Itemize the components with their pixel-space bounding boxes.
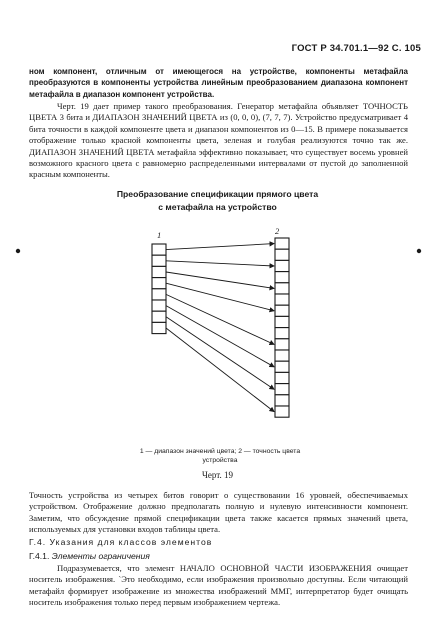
paragraph-3: Точность устройства из четырех битов говорит о существовании 16 уровней, обеспечиваемых устройством. Отображение должно предполагать полную и нулевую интенсивности компонент. Заметим, что обсуждение прямой спецификации цвета также касается прямых значений цвета, используемых для установки входов таблицы цвета. xyxy=(29,490,408,535)
device-level-cell xyxy=(275,406,289,417)
metafile-level-cell xyxy=(152,311,166,322)
paragraph-4: Подразумевается, что элемент НАЧАЛО ОСНОВНОЙ ЧАСТИ ИЗОБРАЖЕНИЯ очищает носитель изображения. `Это необходимо, если изображения произвольно доступны. Если читающий метафайл формирует изображение из множества изображений ММГ, интерпретатор будет очищать носитель изображения только перед первым изображением чертежа. xyxy=(29,563,408,608)
device-level-cell xyxy=(275,316,289,327)
mapping-arrow xyxy=(166,261,274,266)
device-level-cell xyxy=(275,395,289,406)
device-level-cell xyxy=(275,294,289,305)
paragraph-2: Черт. 19 дает пример такого преобразования. Генератор метафайла объявляет ТОЧНОСТЬ ЦВЕТА 3 бита и ДИАПАЗОН ЗНАЧЕНИЙ ЦВЕТА из (0, 0, 0), (7, 7, 7). Устройство предусматривает 4 бита точности в каждой компоненте цвета и диапазон компонентов из 0—15. В примере показывается отображение только красной компоненты цвета, зеленая и голубая реализуются точно так же. ДИАПАЗОН ЗНАЧЕНИЙ ЦВЕТА метафайла эффективно показывает, что существует восемь уровней возможного красного цвета с равномерно распределенными интервалами от пустой до заполненной красным компоненты. xyxy=(29,101,408,180)
margin-mark xyxy=(417,249,421,253)
section-heading-g4: Г.4. Указания для классов элементов xyxy=(29,537,213,547)
metafile-level-cell xyxy=(152,244,166,255)
metafile-level-cell xyxy=(152,322,166,333)
mapping-arrow xyxy=(166,294,274,344)
figure-title-line-2: с метафайла на устройство xyxy=(158,202,277,212)
mapping-arrow xyxy=(166,244,274,250)
device-level-cell xyxy=(275,339,289,350)
paragraph-1: ном компонент, отличным от имеющегося на устройстве, компоненты метафайла преобразуются в компоненты устройства линейным преобразованием диапазона компонент метафайла в диапазон компонент устройства. xyxy=(29,67,408,99)
figure-caption: 1 — диапазон значений цвета; 2 — точность цвета устройства xyxy=(139,448,301,464)
mapping-arrow xyxy=(166,272,274,288)
device-precision-column xyxy=(275,238,289,417)
metafile-range-column xyxy=(152,244,166,334)
metafile-level-cell xyxy=(152,255,166,266)
device-level-cell xyxy=(275,361,289,372)
color-mapping-diagram xyxy=(0,218,435,443)
device-level-cell xyxy=(275,283,289,294)
device-level-cell xyxy=(275,350,289,361)
device-level-cell xyxy=(275,272,289,283)
figure-label-right: 2 xyxy=(275,226,280,236)
margin-mark xyxy=(16,249,20,253)
metafile-level-cell xyxy=(152,266,166,277)
device-level-cell xyxy=(275,238,289,249)
device-level-cell xyxy=(275,305,289,316)
metafile-level-cell xyxy=(152,278,166,289)
figure-title-line-1: Преобразование спецификации прямого цвета xyxy=(116,189,319,199)
device-level-cell xyxy=(275,328,289,339)
mapping-arrows xyxy=(166,244,274,412)
mapping-arrow xyxy=(166,283,274,311)
figure-label-left: 1 xyxy=(157,230,162,240)
mapping-arrow xyxy=(166,306,274,367)
metafile-level-cell xyxy=(152,300,166,311)
device-level-cell xyxy=(275,384,289,395)
device-level-cell xyxy=(275,249,289,260)
section-title: Элементы ограничения xyxy=(51,551,150,561)
metafile-level-cell xyxy=(152,289,166,300)
mapping-arrow xyxy=(166,317,274,389)
page-header: ГОСТ Р 34.701.1—92 С. 105 xyxy=(291,43,421,54)
mapping-arrow xyxy=(166,328,274,412)
device-level-cell xyxy=(275,260,289,271)
section-number: Г.4.1. xyxy=(29,551,50,561)
margin-marks xyxy=(16,249,421,253)
section-heading-g41 xyxy=(29,551,150,561)
figure-number: Черт. 19 xyxy=(202,470,233,480)
device-level-cell xyxy=(275,372,289,383)
